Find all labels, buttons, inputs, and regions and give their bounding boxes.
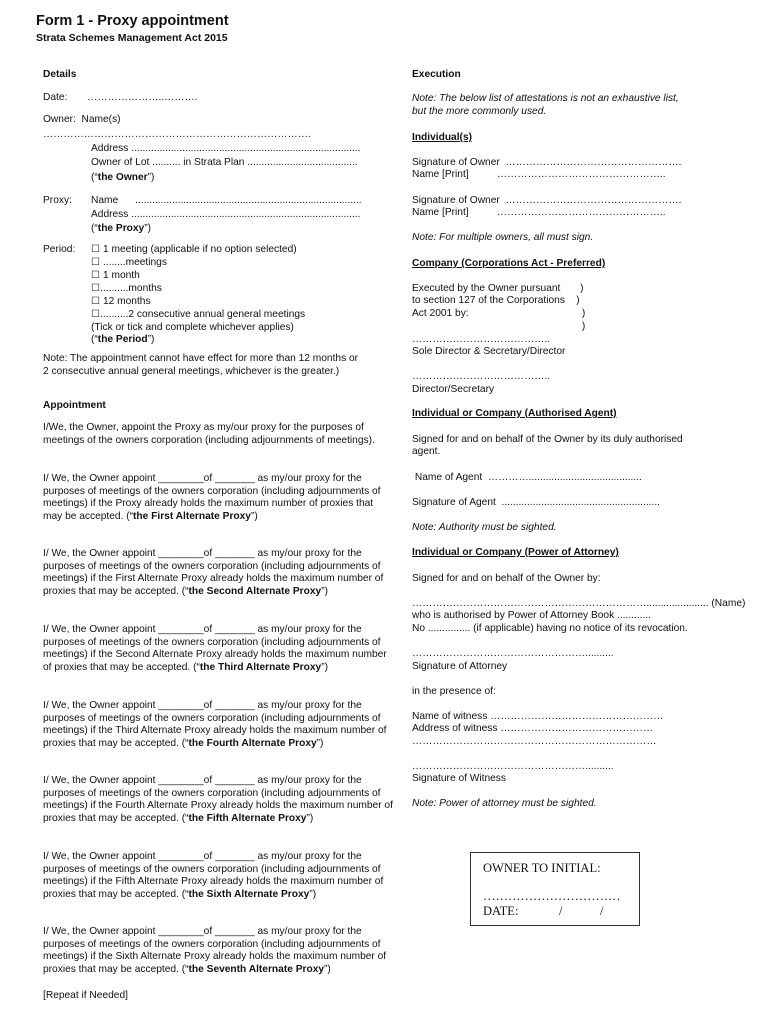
- poa-number-field[interactable]: No ............... (if applicable) having no notice of its revocation.: [412, 623, 688, 634]
- proxy-address-field[interactable]: Address .................................................................................: [91, 209, 361, 220]
- witness-signature-label: Signature of Witness: [412, 773, 506, 784]
- attorney-signature-label: Signature of Attorney: [412, 661, 508, 672]
- date-field[interactable]: Date: …………………..……….: [43, 92, 198, 103]
- attorney-name-field[interactable]: ……………………………………………………………...................... (Name): [412, 598, 746, 609]
- execution-note-line-1: Note: The below list of attestations is not an exhaustive list,: [412, 93, 679, 104]
- agent-signed-line-2: agent.: [412, 446, 441, 457]
- appointment-heading: Appointment: [43, 400, 106, 411]
- authorised-agent-heading: Individual or Company (Authorised Agent): [412, 408, 617, 419]
- executed-line: Act 2001 by: ): [412, 308, 586, 319]
- owner-initial-box: [470, 852, 640, 926]
- owner-name-print-field[interactable]: Name [Print] …………………………………………..: [412, 169, 666, 180]
- period-note-line-2: 2 consecutive annual general meetings, whichever is the greater.): [43, 366, 340, 377]
- authority-note: Note: Authority must be sighted.: [412, 522, 557, 533]
- appointment-paragraph: I/We, the Owner, appoint the Proxy as my/our proxy for the purposes of meetings of the owners corporation (including adjournments of meetings).: [43, 422, 375, 446]
- alternate-proxy-paragraph: I/ We, the Owner appoint ________of _______ as my/our proxy for the purposes of meetings of the owners corporation (including adjournments of meetings) if the Proxy already holds the maximum number of proxies that may be accepted. (“the First Alternate Proxy”): [43, 473, 381, 522]
- alternate-proxy-paragraph: I/ We, the Owner appoint ________of _______ as my/our proxy for the purposes of meetings of the owners corporation (including adjournments of meetings) if the Fifth Alternate Proxy already holds the maximum number of proxies that may be accepted. (“the Sixth Alternate Proxy”): [43, 851, 384, 900]
- owner-initial-label: OWNER TO INITIAL:: [483, 861, 601, 875]
- owner-lot-field[interactable]: Owner of Lot .......... in Strata Plan .......................................: [91, 157, 358, 168]
- sole-director-signature-field[interactable]: …………………………………..: [412, 334, 551, 345]
- period-tick-instruction: (Tick or tick and complete whichever applies): [91, 322, 294, 333]
- alternate-proxy-paragraph: I/ We, the Owner appoint ________of _______ as my/our proxy for the purposes of meetings of the owners corporation (including adjournments of meetings) if the Second Alternate Proxy already holds the maximum number of proxies that may be accepted. (“the Third Alternate Proxy”): [43, 624, 387, 673]
- owner-address-field[interactable]: Address .................................................................................: [91, 143, 361, 154]
- poa-signed-line: Signed for and on behalf of the Owner by:: [412, 573, 601, 584]
- witness-signature-field[interactable]: ……………………………………………..........: [412, 761, 614, 772]
- the-period-label: (“the Period”): [91, 334, 155, 345]
- alternate-proxy-paragraph: I/ We, the Owner appoint ________of _______ as my/our proxy for the purposes of meetings of the owners corporation (including adjournments of meetings) if the First Alternate Proxy already holds the maximum number of proxies that may be accepted. (“the Second Alternate Proxy”): [43, 548, 384, 597]
- agent-signature-field[interactable]: Signature of Agent ........................................................: [412, 497, 660, 508]
- agent-signed-line-1: Signed for and on behalf of the Owner by its duly authorised: [412, 434, 683, 445]
- period-option[interactable]: ☐ 12 months: [91, 296, 151, 307]
- executed-line: Executed by the Owner pursuant ): [412, 283, 584, 294]
- sole-director-label: Sole Director & Secretary/Director: [412, 346, 566, 357]
- owner-name-print-field[interactable]: Name [Print] …………………………………………..: [412, 207, 666, 218]
- owner-name-label: Owner: Name(s): [43, 114, 121, 125]
- individuals-heading: Individual(s): [412, 132, 472, 143]
- execution-note-line-2: but the more commonly used.: [412, 106, 547, 117]
- witness-name-field[interactable]: Name of witness ……………………………………………: [412, 711, 664, 722]
- owner-initial-field[interactable]: ……………………………: [483, 889, 621, 903]
- owner-signature-field[interactable]: Signature of Owner …………………………………………….: [412, 195, 682, 206]
- agent-name-field[interactable]: Name of Agent …………........................................: [412, 472, 642, 483]
- witness-address-field-2[interactable]: ………………………………………………………………: [412, 736, 657, 747]
- alternate-proxy-paragraph: I/ We, the Owner appoint ________of _______ as my/our proxy for the purposes of meetings of the owners corporation (including adjournments of meetings) if the Third Alternate Proxy already holds the maximum number of proxies that may be accepted. (“the Fourth Alternate Proxy”): [43, 700, 387, 749]
- repeat-note: [Repeat if Needed]: [43, 990, 128, 1001]
- period-option[interactable]: ☐ 1 meeting (applicable if no option selected): [91, 244, 297, 255]
- presence-label: in the presence of:: [412, 686, 496, 697]
- alternate-proxy-paragraph: I/ We, the Owner appoint ________of _______ as my/our proxy for the purposes of meetings of the owners corporation (including adjournments of meetings) if the Fourth Alternate Proxy already holds the maximum number of proxies that may be accepted. (“the Fifth Alternate Proxy”): [43, 775, 393, 824]
- owner-signature-field[interactable]: Signature of Owner …………………………………………….: [412, 157, 682, 168]
- period-option[interactable]: ☐..........2 consecutive annual general meetings: [91, 309, 306, 320]
- the-owner-label: (“the Owner”): [91, 172, 155, 183]
- company-heading: Company (Corporations Act - Preferred): [412, 258, 606, 269]
- period-note-line-1: Note: The appointment cannot have effect for more than 12 months or: [43, 353, 359, 364]
- poa-sighted-note: Note: Power of attorney must be sighted.: [412, 798, 597, 809]
- director-secretary-signature-field[interactable]: …………………………………..: [412, 371, 551, 382]
- owner-name-field[interactable]: …………………………………………………………………….: [43, 129, 311, 140]
- form-subtitle: Strata Schemes Management Act 2015: [36, 32, 228, 44]
- execution-heading: Execution: [412, 69, 461, 80]
- poa-book-field[interactable]: who is authorised by Power of Attorney Book ............: [412, 610, 651, 621]
- multiple-owners-note: Note: For multiple owners, all must sign.: [412, 232, 594, 243]
- the-proxy-label: (“the Proxy”): [91, 223, 152, 234]
- period-label: Period:: [43, 244, 76, 255]
- details-heading: Details: [43, 69, 77, 80]
- period-option[interactable]: ☐ ........meetings: [91, 257, 167, 268]
- director-secretary-label: Director/Secretary: [412, 384, 495, 395]
- attorney-signature-field[interactable]: ……………………………………………..........: [412, 648, 614, 659]
- form-title: Form 1 - Proxy appointment: [36, 13, 229, 29]
- alternate-proxy-paragraph: I/ We, the Owner appoint ________of _______ as my/our proxy for the purposes of meetings of the owners corporation (including adjournments of meetings) if the Sixth Alternate Proxy already holds the maximum number of proxies that may be accepted. (“the Seventh Alternate Proxy”): [43, 926, 387, 975]
- executed-line: to section 127 of the Corporations ): [412, 295, 580, 306]
- executed-line: ): [412, 321, 586, 332]
- proxy-label: Proxy:: [43, 195, 72, 206]
- period-option[interactable]: ☐..........months: [91, 283, 162, 294]
- witness-address-field[interactable]: Address of witness ………………………………………: [412, 723, 654, 734]
- owner-initial-date-field[interactable]: DATE: / /: [483, 904, 604, 918]
- power-of-attorney-heading: Individual or Company (Power of Attorney): [412, 547, 619, 558]
- proxy-name-field[interactable]: Name ................................................................................: [91, 195, 362, 206]
- period-option[interactable]: ☐ 1 month: [91, 270, 140, 281]
